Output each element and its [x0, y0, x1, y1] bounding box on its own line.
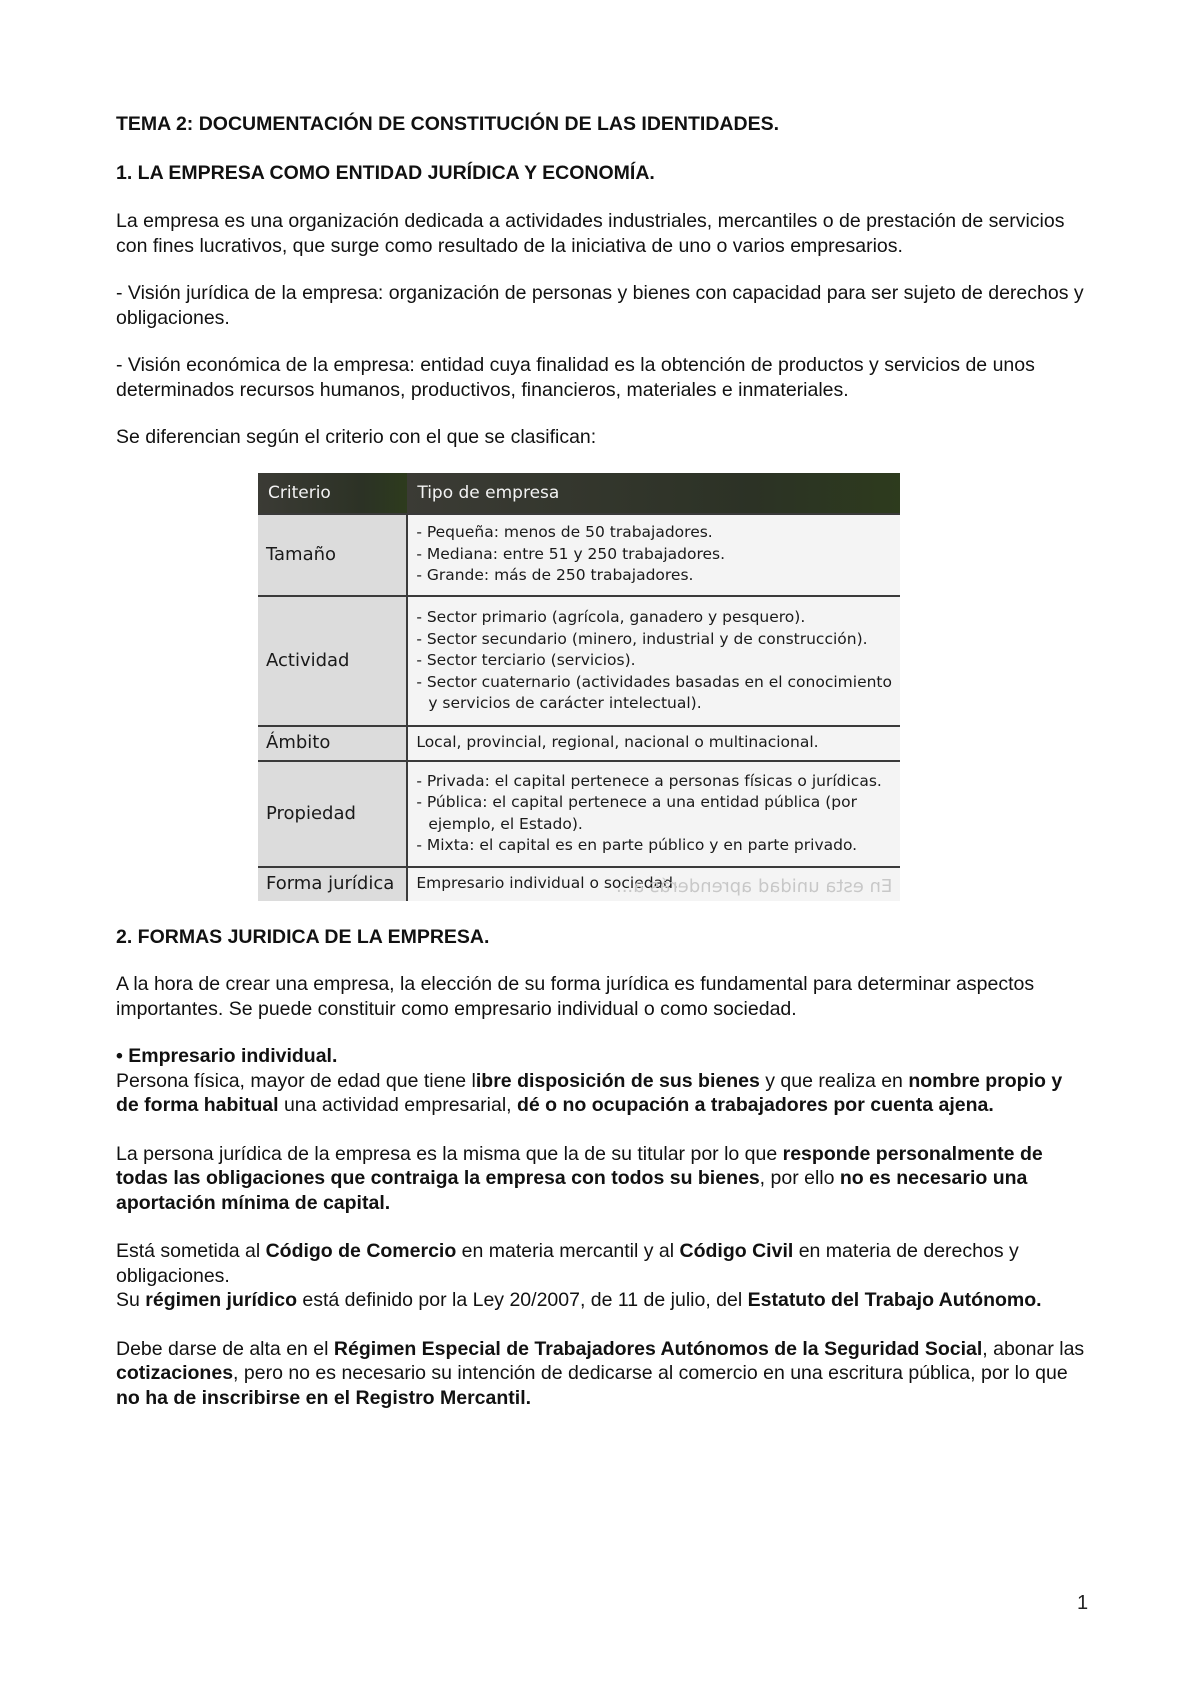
- type-line: - Sector primario (agrícola, ganadero y pesquero).: [416, 608, 806, 627]
- type-line: Local, provincial, regional, nacional o multinacional.: [416, 733, 819, 752]
- bold-run: nombre propio y de forma habitual: [116, 1069, 1063, 1116]
- table-row: [258, 514, 900, 596]
- section-2-paragraph-2: [116, 1069, 1086, 1118]
- section-2-paragraph-5: [116, 1288, 1086, 1313]
- section-1-heading: 1. LA EMPRESA COMO ENTIDAD JURÍDICA Y ECONOMÍA.: [116, 161, 655, 184]
- text-run: está definido por la Ley 20/2007, de 11 de julio, del: [296, 1289, 748, 1311]
- type-line: Empresario individual o sociedad.: [416, 874, 678, 893]
- text-run: , pero no es necesario su intención de dedicarse al comercio en una escritura pública, por lo que: [233, 1362, 1068, 1384]
- bold-run: no es necesario una aportación mínima de capital.: [116, 1167, 1028, 1214]
- bold-run: Estatuto del Trabajo Autónomo.: [747, 1289, 1042, 1311]
- text-run: una actividad empresarial,: [278, 1094, 517, 1116]
- type-line: - Mixta: el capital es en parte público y en parte privado.: [416, 836, 858, 855]
- section-2-heading: 2. FORMAS JURIDICA DE LA EMPRESA.: [116, 925, 490, 948]
- section-2-paragraph-6: [116, 1337, 1086, 1411]
- table-header-row: [258, 473, 900, 514]
- table-row: [258, 761, 900, 867]
- text-run: Persona física, mayor de edad que tiene l: [116, 1069, 476, 1092]
- document-title: TEMA 2: DOCUMENTACIÓN DE CONSTITUCIÓN DE LAS IDENTIDADES.: [116, 113, 780, 135]
- row-types: [407, 761, 900, 867]
- type-line: - Mediana: entre 51 y 250 trabajadores.: [416, 544, 726, 563]
- row-types: [407, 514, 900, 596]
- bold-run: dé o no ocupación a trabajadores por cuenta ajena.: [517, 1094, 994, 1116]
- text-run: Debe darse de alta en el: [116, 1337, 334, 1360]
- text-run: La persona jurídica de la empresa es la misma que la de su titular por lo que: [116, 1142, 783, 1165]
- type-line: - Grande: más de 250 trabajadores.: [416, 566, 694, 585]
- bold-run: Régimen Especial de Trabajadores Autónomos de la Seguridad Social: [333, 1337, 983, 1360]
- bold-run: ibre disposición de sus bienes: [475, 1069, 760, 1092]
- bold-run: Código Civil: [679, 1240, 794, 1262]
- bold-run: responde personalmente de todas las obligaciones que contraiga la empresa con todos su bienes: [116, 1142, 1043, 1189]
- section-2-paragraph-1: A la hora de crear una empresa, la elección de su forma jurídica es fundamental para determinar aspectos importantes. Se puede constituir como empresario individual o como sociedad.: [116, 973, 1035, 1020]
- type-line: - Pequeña: menos de 50 trabajadores.: [416, 523, 713, 542]
- text-run: Está sometida al: [116, 1240, 266, 1262]
- row-types: [407, 726, 900, 761]
- text-run: en materia de derechos y obligaciones.: [116, 1240, 1019, 1287]
- type-line: - Sector secundario (minero, industrial y de construcción).: [416, 629, 868, 648]
- bold-run: no ha de inscribirse en el Registro Mercantil.: [116, 1386, 532, 1409]
- type-line: - Sector terciario (servicios).: [416, 651, 636, 670]
- row-criterio: Ámbito: [258, 726, 407, 761]
- type-line: - Privada: el capital pertenece a personas físicas o jurídicas.: [416, 771, 882, 790]
- section-1-paragraph-3: - Visión económica de la empresa: entidad cuya finalidad es la obtención de productos y servicios de unos determinados recursos humanos, productivos, financieros, materiales e inmateriales.: [116, 354, 1035, 401]
- type-line: ejemplo, el Estado).: [428, 814, 583, 833]
- text-run: , por ello: [759, 1167, 840, 1189]
- type-line: y servicios de carácter intelectual).: [428, 694, 702, 713]
- section-1-paragraph-4: Se diferencian según el criterio con el que se clasifican:: [116, 426, 597, 448]
- document-page: [116, 112, 1086, 1410]
- text-run: , abonar las: [982, 1337, 1085, 1360]
- row-criterio: Forma jurídica: [258, 867, 407, 901]
- table-row: [258, 596, 900, 726]
- header-criterio: Criterio: [258, 473, 407, 514]
- row-types: [407, 596, 900, 726]
- row-criterio: Propiedad: [258, 761, 407, 867]
- text-run: en materia mercantil y al: [456, 1240, 680, 1262]
- company-classification-table: [258, 473, 900, 901]
- type-line: - Pública: el capital pertenece a una entidad pública (por: [416, 793, 857, 812]
- bold-run: régimen jurídico: [145, 1289, 297, 1311]
- page-number: 1: [1077, 1592, 1089, 1614]
- row-criterio: Actividad: [258, 596, 407, 726]
- table-row: [258, 726, 900, 761]
- section-1-paragraph-2: - Visión jurídica de la empresa: organización de personas y bienes con capacidad para ser sujeto de derechos y obligaciones.: [116, 282, 1084, 329]
- bold-run: cotizaciones: [116, 1362, 234, 1384]
- type-line: - Sector cuaternario (actividades basadas en el conocimiento: [416, 672, 892, 691]
- row-criterio: Tamaño: [258, 514, 407, 596]
- text-run: y que realiza en: [759, 1069, 909, 1092]
- section-2-paragraph-4: [116, 1239, 1086, 1288]
- section-2-paragraph-3: [116, 1142, 1086, 1216]
- section-1-paragraph-1: La empresa es una organización dedicada a actividades industriales, mercantiles o de prestación de servicios con fines lucrativos, que surge como resultado de la iniciativa de uno o varios empresarios.: [116, 210, 1065, 257]
- bold-run: Código de Comercio: [265, 1240, 457, 1262]
- header-tipo-empresa: Tipo de empresa: [407, 473, 900, 514]
- text-run: Su: [116, 1289, 146, 1311]
- bullet-heading-empresario-individual: • Empresario individual.: [116, 1045, 338, 1067]
- bleed-through-text: En esta unidad aprenderás a...: [615, 875, 892, 897]
